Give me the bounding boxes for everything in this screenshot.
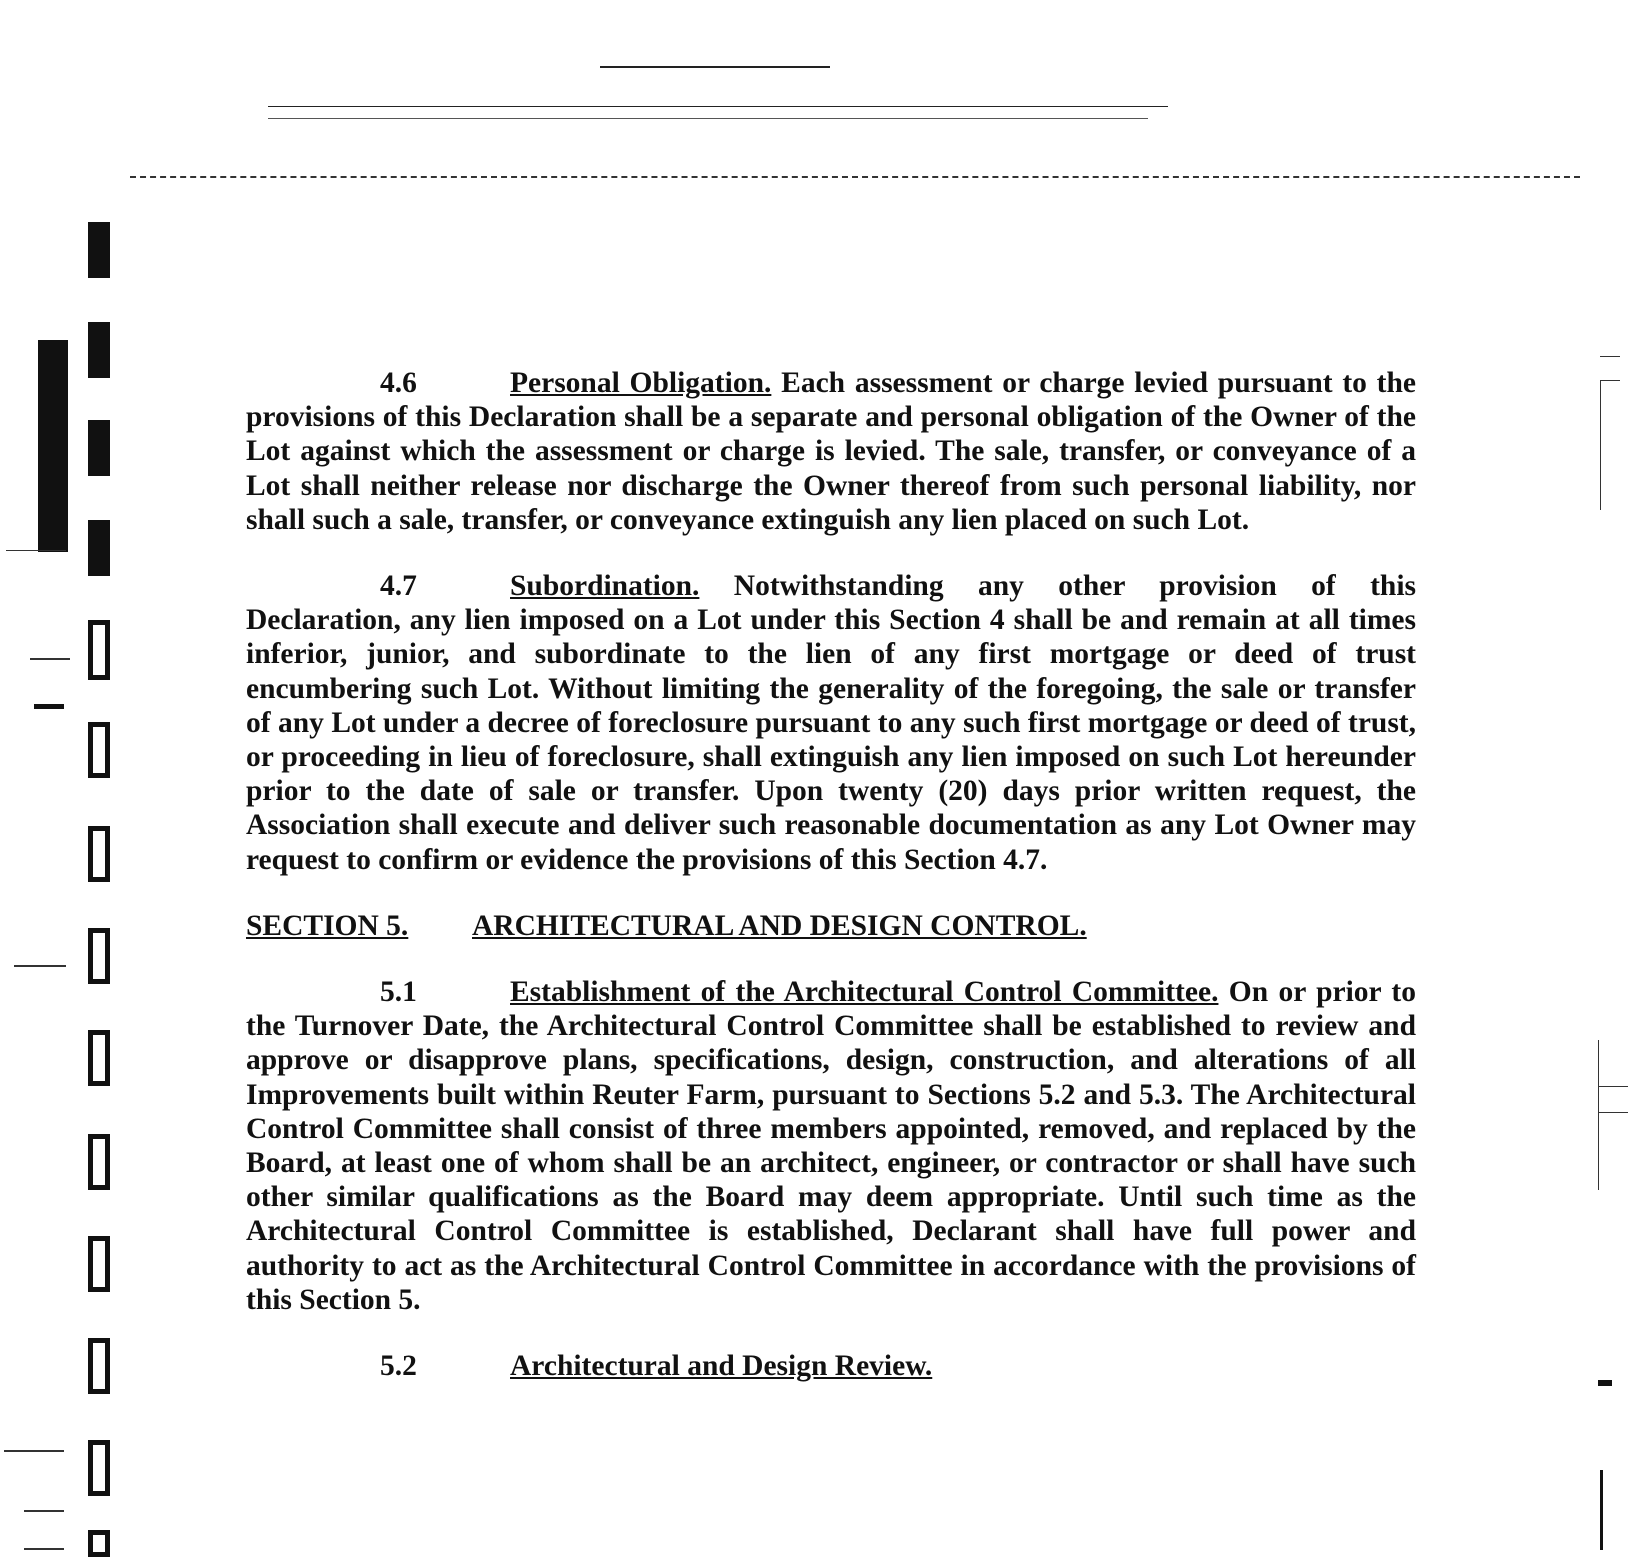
binder-mark bbox=[88, 1440, 110, 1496]
binder-mark bbox=[88, 1236, 110, 1292]
scan-edge-tick bbox=[30, 658, 70, 660]
paragraph-number: 4.6 bbox=[380, 367, 417, 399]
paragraph-5-2 bbox=[246, 1349, 1416, 1383]
binder-mark bbox=[88, 420, 110, 476]
binder-mark bbox=[88, 1134, 110, 1190]
paragraph-text: Notwithstanding any other provision of this Declaration, any lien imposed on a Lot under this Section 4 shall be and remain at all times inferior, junior, and subordinate to the lien of any first mortgage or deed of trust encumbering such Lot. Without limiting the generality of the foregoing, the sale or transfer of any Lot under a decree of foreclosure pursuant to any such first mortgage or deed of trust, or proceeding in lieu of foreclosure, shall extinguish any lien imposed on such Lot hereunder prior to the date of sale or transfer. Upon twenty (20) days prior written request, the Association shall execute and deliver such reasonable documentation as any Lot Owner may request to confirm or evidence the provisions of this Section 4.7. bbox=[246, 570, 1416, 876]
scan-edge-tick bbox=[1600, 380, 1620, 381]
paragraph-text: Each assessment or charge levied pursuant to the provisions of this Declaration shall be a separate and personal obligation of the Owner of the Lot against which the assessment or charge is levied. The sale, transfer, or conveyance of a Lot shall neither release nor discharge the Owner thereof from such personal liability, nor shall such a sale, transfer, or conveyance extinguish any lien placed on such Lot. bbox=[246, 367, 1417, 536]
binder-mark bbox=[88, 1338, 110, 1394]
paragraph-4-7 bbox=[246, 569, 1416, 877]
scan-edge-tick bbox=[1600, 356, 1620, 357]
binder-mark bbox=[88, 928, 110, 984]
paragraph-5-1 bbox=[246, 975, 1416, 1317]
scan-edge-tick bbox=[1598, 1086, 1628, 1087]
scan-edge-tick bbox=[24, 1510, 64, 1512]
paragraph-heading: Architectural and Design Review. bbox=[510, 1350, 933, 1383]
scan-edge-tick bbox=[1598, 1112, 1628, 1113]
paragraph-heading: Establishment of the Architectural Control Committee. bbox=[510, 976, 1219, 1009]
section-title: ARCHITECTURAL AND DESIGN CONTROL. bbox=[472, 909, 1087, 942]
scan-edge-tick bbox=[34, 704, 64, 709]
paragraph-number: 5.2 bbox=[380, 1350, 417, 1383]
scan-edge-tick bbox=[1598, 1380, 1612, 1386]
scan-edge-tick bbox=[24, 1548, 64, 1550]
scan-edge-mark bbox=[1598, 1040, 1599, 1190]
scan-rule-upper-2 bbox=[268, 118, 1148, 119]
scan-edge-mark bbox=[1600, 380, 1601, 510]
binder-mark bbox=[88, 826, 110, 882]
paragraph-heading: Personal Obligation. bbox=[510, 367, 772, 399]
scan-edge-tick bbox=[6, 550, 66, 551]
scan-rule-dashed bbox=[130, 176, 1580, 178]
binder-mark bbox=[88, 1530, 110, 1557]
scan-edge-bar bbox=[38, 340, 68, 552]
binder-mark bbox=[88, 222, 110, 278]
paragraph-heading: Subordination. bbox=[510, 570, 700, 603]
paragraph-text: On or prior to the Turnover Date, the Architectural Control Committee shall be established to review and approve or disapprove plans, specifications, design, construction, and alterations of all Improvements built within Reuter Farm, pursuant to Sections 5.2 and 5.3. The Architectural Control Committee shall consist of three members appointed, removed, and replaced by the Board, at least one of whom shall be an architect, engineer, or contractor or shall have such other similar qualifications as the Board may deem appropriate. Until such time as the Architectural Control Committee is established, Declarant shall have full power and authority to act as the Architectural Control Committee in accordance with the provisions of this Section 5. bbox=[246, 976, 1416, 1316]
scan-edge-tick bbox=[14, 965, 66, 967]
binder-mark bbox=[88, 322, 110, 378]
section-label: SECTION 5. bbox=[246, 909, 409, 942]
scan-edge-mark bbox=[1600, 1470, 1603, 1550]
paragraph-number: 5.1 bbox=[380, 976, 417, 1009]
scan-edge-tick bbox=[4, 1450, 64, 1452]
scan-rule-upper bbox=[268, 106, 1168, 107]
binder-mark bbox=[88, 520, 110, 576]
binder-mark bbox=[88, 722, 110, 778]
scan-rule-top bbox=[600, 66, 830, 68]
binder-mark bbox=[88, 620, 110, 680]
paragraph-number: 4.7 bbox=[380, 570, 417, 603]
binder-mark bbox=[88, 1030, 110, 1086]
section-5-heading bbox=[246, 909, 1416, 943]
paragraph-4-6 bbox=[246, 366, 1416, 537]
document-body bbox=[246, 366, 1416, 1383]
